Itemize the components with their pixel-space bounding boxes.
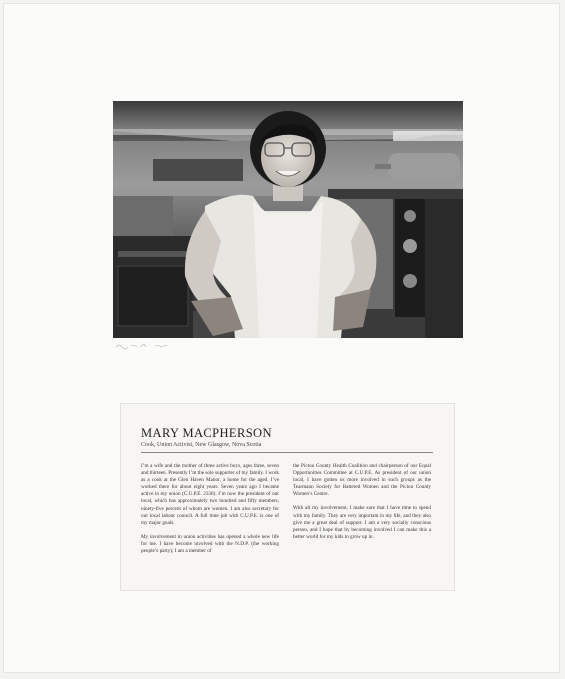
caption-card xyxy=(121,404,454,590)
paragraph: My involvement in union activities has opened a whole new life for me. I have become involved with the N.D.P. (the working people’s party); I am a member of xyxy=(141,533,279,555)
text-column-right xyxy=(293,463,431,548)
kitchen-portrait-image xyxy=(113,101,463,338)
paragraph: the Pictou County Health Coalition and chairperson of our Equal Opportunities Committee at C.U.P.E. As president of our union local, I have gotten us more involved in such groups as the Tearmann Society for Battered Women and the Pictou County Women’s Centre. xyxy=(293,463,431,498)
subject-name: MARY MACPHERSON xyxy=(141,426,272,440)
paragraph: I’m a wife and the mother of three active boys, ages three, seven and thirteen. Presently I’m the sole supporter of my family. I work as a cook at the Glen Haven Manor, a home for the aged. I’ve worked there for about eight years. Seven years ago I became active in my union (C.U.P.E. 2330). I’m now the president of our local, which has approximately two hundred and fifty members, ninety-five percent of whom are women. I am also secretary for our local labour council. A full time job with C.U.P.E. is one of my major goals. xyxy=(141,463,279,526)
subject-description: Cook, Union Activist, New Glasgow, Nova Scotia xyxy=(141,442,262,448)
portrait-photograph xyxy=(113,101,463,338)
text-column-left xyxy=(141,463,279,562)
divider xyxy=(141,452,433,453)
handwritten-signature xyxy=(115,341,175,350)
mat-board xyxy=(4,4,559,672)
paragraph: With all my involvement, I make sure that I have time to spend with my family. They are very important in my life, and they also give me a great deal of support. I am a very socially conscious person, and I hope that by becoming involved I can make this a better world for my kids to grow up in. xyxy=(293,505,431,540)
